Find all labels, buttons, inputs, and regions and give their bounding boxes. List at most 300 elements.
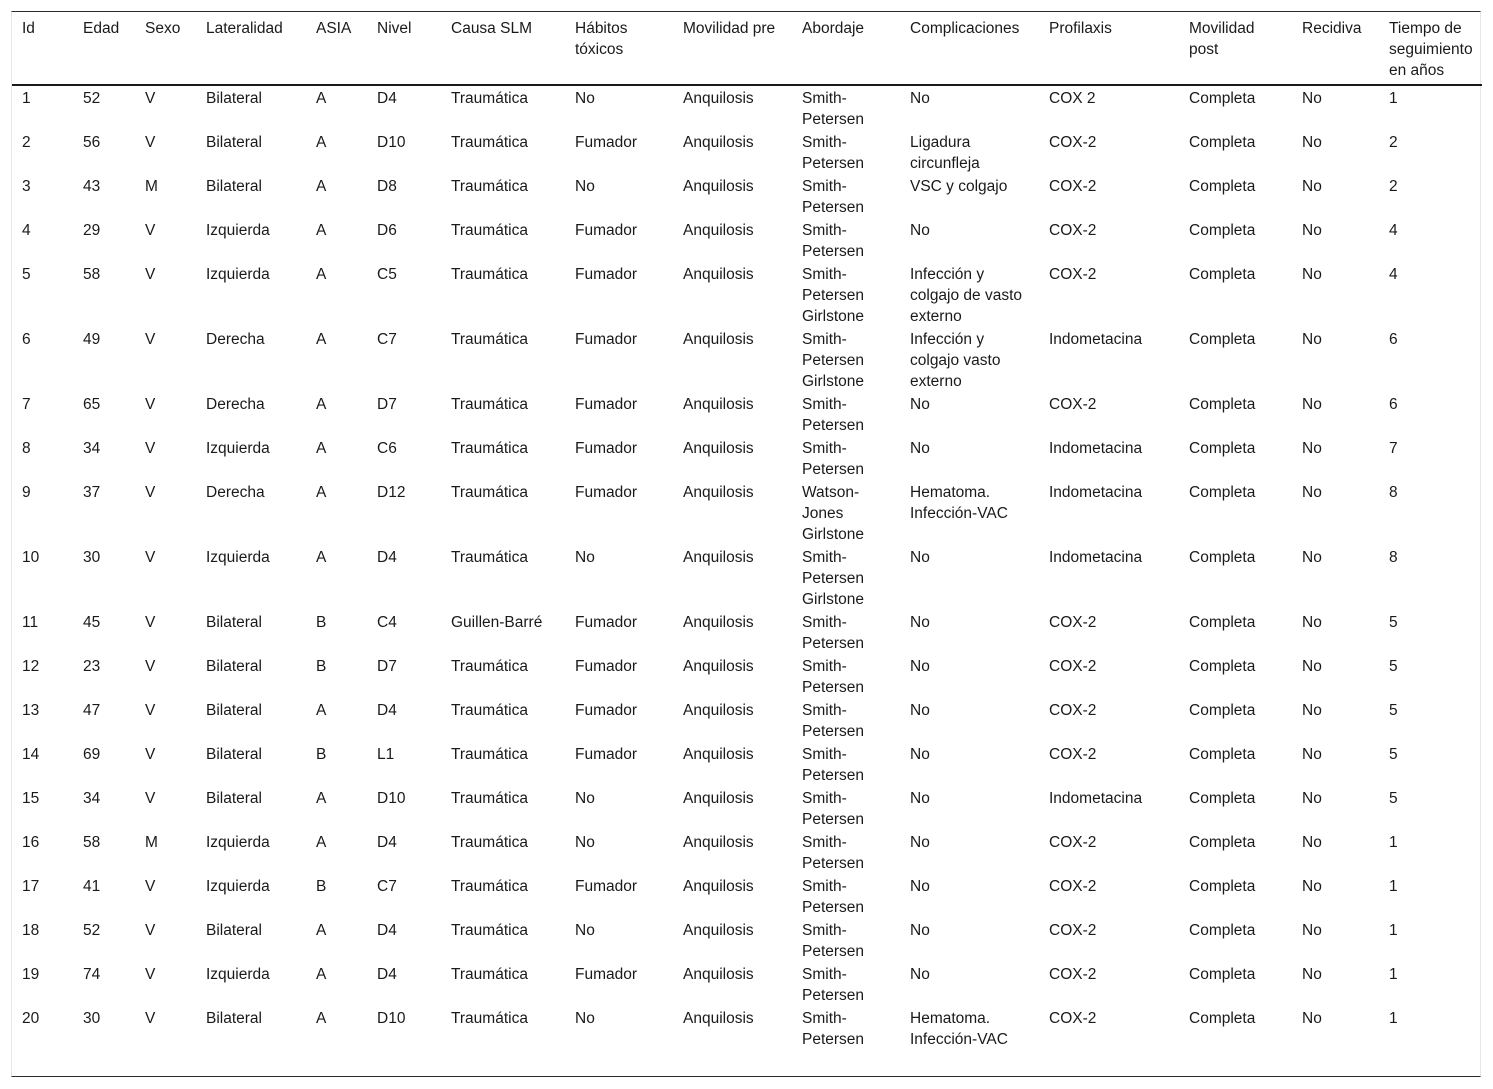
cell-recidiva: No xyxy=(1302,746,1322,763)
cell-lateralidad: Bilateral xyxy=(206,746,262,763)
cell-nivel: D10 xyxy=(377,1010,406,1027)
cell-recidiva: No xyxy=(1302,90,1322,107)
cell-tiempo-seguimiento: 1 xyxy=(1389,834,1398,851)
cell-asia: A xyxy=(316,834,327,851)
table-row xyxy=(12,698,1482,742)
cell-complicaciones: No xyxy=(910,790,930,807)
cell-sexo: V xyxy=(145,746,156,763)
cell-complicaciones: No xyxy=(910,549,930,566)
cell-movilidad-pre: Anquilosis xyxy=(683,614,754,631)
cell-lateralidad: Derecha xyxy=(206,396,265,413)
cell-complicaciones: VSC y colgajo xyxy=(910,178,1008,195)
table-row xyxy=(12,436,1482,480)
cell-sexo: V xyxy=(145,331,156,348)
cell-profilaxis: COX-2 xyxy=(1049,396,1097,413)
cell-asia: B xyxy=(316,746,327,763)
cell-movilidad-post: Completa xyxy=(1189,746,1256,763)
cell-edad: 58 xyxy=(83,266,101,283)
cell-movilidad-pre: Anquilosis xyxy=(683,878,754,895)
cell-lateralidad: Izquierda xyxy=(206,222,270,239)
cell-abordaje: Smith-Petersen Girlstone xyxy=(802,266,865,325)
cell-nivel: C7 xyxy=(377,878,397,895)
cell-lateralidad: Izquierda xyxy=(206,878,270,895)
cell-nivel: D4 xyxy=(377,966,397,983)
column-header-lateralidad: Lateralidad xyxy=(206,20,283,37)
cell-edad: 74 xyxy=(83,966,101,983)
column-header-abordaje: Abordaje xyxy=(802,20,865,37)
cell-causa-slm: Traumática xyxy=(451,746,528,763)
column-header-asia: ASIA xyxy=(316,20,352,37)
cell-movilidad-pre: Anquilosis xyxy=(683,922,754,939)
cell-movilidad-pre: Anquilosis xyxy=(683,702,754,719)
cell-profilaxis: Indometacina xyxy=(1049,484,1143,501)
cell-tiempo-seguimiento: 4 xyxy=(1389,222,1398,239)
cell-recidiva: No xyxy=(1302,834,1322,851)
cell-asia: B xyxy=(316,878,327,895)
cell-causa-slm: Traumática xyxy=(451,878,528,895)
cell-abordaje: Smith-Petersen xyxy=(802,746,865,784)
cell-recidiva: No xyxy=(1302,966,1322,983)
cell-recidiva: No xyxy=(1302,1010,1322,1027)
cell-sexo: V xyxy=(145,658,156,675)
cell-edad: 45 xyxy=(83,614,101,631)
cell-causa-slm: Guillen-Barré xyxy=(451,614,543,631)
cell-tiempo-seguimiento: 5 xyxy=(1389,790,1398,807)
cell-profilaxis: COX-2 xyxy=(1049,834,1097,851)
cell-abordaje: Watson-Jones Girlstone xyxy=(802,484,865,543)
cell-causa-slm: Traumática xyxy=(451,440,528,457)
cell-causa-slm: Traumática xyxy=(451,178,528,195)
cell-id: 19 xyxy=(22,966,40,983)
cell-movilidad-post: Completa xyxy=(1189,966,1256,983)
cell-tiempo-seguimiento: 5 xyxy=(1389,702,1398,719)
cell-lateralidad: Bilateral xyxy=(206,790,262,807)
cell-abordaje: Smith-Petersen xyxy=(802,922,865,960)
cell-lateralidad: Bilateral xyxy=(206,658,262,675)
cell-nivel: D7 xyxy=(377,658,397,675)
cell-causa-slm: Traumática xyxy=(451,331,528,348)
cell-id: 18 xyxy=(22,922,40,939)
cell-habitos-toxicos: Fumador xyxy=(575,396,638,413)
cell-habitos-toxicos: Fumador xyxy=(575,222,638,239)
cell-movilidad-pre: Anquilosis xyxy=(683,658,754,675)
cell-movilidad-pre: Anquilosis xyxy=(683,966,754,983)
cell-movilidad-post: Completa xyxy=(1189,790,1256,807)
cell-tiempo-seguimiento: 1 xyxy=(1389,966,1398,983)
cell-asia: A xyxy=(316,702,327,719)
cell-movilidad-pre: Anquilosis xyxy=(683,222,754,239)
cell-nivel: D8 xyxy=(377,178,397,195)
cell-movilidad-post: Completa xyxy=(1189,484,1256,501)
cell-nivel: C7 xyxy=(377,331,397,348)
cell-habitos-toxicos: Fumador xyxy=(575,331,638,348)
cell-tiempo-seguimiento: 7 xyxy=(1389,440,1398,457)
table-body xyxy=(12,85,1482,1071)
cell-lateralidad: Bilateral xyxy=(206,90,262,107)
cell-profilaxis: COX-2 xyxy=(1049,178,1097,195)
cell-movilidad-pre: Anquilosis xyxy=(683,484,754,501)
cell-edad: 34 xyxy=(83,790,101,807)
cell-causa-slm: Traumática xyxy=(451,134,528,151)
cell-lateralidad: Bilateral xyxy=(206,134,262,151)
cell-sexo: V xyxy=(145,790,156,807)
cell-sexo: V xyxy=(145,90,156,107)
cell-asia: A xyxy=(316,222,327,239)
cell-movilidad-post: Completa xyxy=(1189,878,1256,895)
cell-causa-slm: Traumática xyxy=(451,222,528,239)
cell-edad: 30 xyxy=(83,1010,101,1027)
cell-habitos-toxicos: Fumador xyxy=(575,702,638,719)
cell-profilaxis: Indometacina xyxy=(1049,440,1143,457)
cell-asia: A xyxy=(316,396,327,413)
cell-edad: 49 xyxy=(83,331,101,348)
column-header-causa-slm: Causa SLM xyxy=(451,20,532,37)
cell-nivel: D6 xyxy=(377,222,397,239)
table-row xyxy=(12,962,1482,1006)
cell-nivel: D4 xyxy=(377,834,397,851)
cell-asia: A xyxy=(316,440,327,457)
cell-complicaciones: No xyxy=(910,922,930,939)
cell-edad: 58 xyxy=(83,834,101,851)
table-row xyxy=(12,1006,1482,1071)
cell-lateralidad: Bilateral xyxy=(206,178,262,195)
cell-causa-slm: Traumática xyxy=(451,790,528,807)
cell-recidiva: No xyxy=(1302,331,1322,348)
cell-edad: 43 xyxy=(83,178,101,195)
cell-causa-slm: Traumática xyxy=(451,396,528,413)
cell-id: 20 xyxy=(22,1010,40,1027)
cell-profilaxis: COX-2 xyxy=(1049,134,1097,151)
cell-recidiva: No xyxy=(1302,396,1322,413)
cell-tiempo-seguimiento: 6 xyxy=(1389,396,1398,413)
column-header-movilidad-post: Movilidad post xyxy=(1189,20,1255,58)
cell-lateralidad: Izquierda xyxy=(206,834,270,851)
cell-tiempo-seguimiento: 8 xyxy=(1389,549,1398,566)
cell-sexo: V xyxy=(145,1010,156,1027)
cell-id: 14 xyxy=(22,746,40,763)
cell-sexo: V xyxy=(145,549,156,566)
cell-habitos-toxicos: No xyxy=(575,1010,595,1027)
cell-movilidad-post: Completa xyxy=(1189,658,1256,675)
column-header-nivel: Nivel xyxy=(377,20,412,37)
cell-recidiva: No xyxy=(1302,549,1322,566)
cell-asia: A xyxy=(316,90,327,107)
cell-complicaciones: No xyxy=(910,702,930,719)
column-header-id: Id xyxy=(22,20,35,37)
cell-habitos-toxicos: Fumador xyxy=(575,440,638,457)
cell-nivel: D4 xyxy=(377,90,397,107)
cell-recidiva: No xyxy=(1302,790,1322,807)
table-row xyxy=(12,130,1482,174)
cell-movilidad-pre: Anquilosis xyxy=(683,266,754,283)
cell-movilidad-post: Completa xyxy=(1189,396,1256,413)
cell-complicaciones: Hematoma. Infección-VAC xyxy=(910,484,1008,522)
table-header xyxy=(12,12,1482,85)
cell-habitos-toxicos: No xyxy=(575,790,595,807)
cell-movilidad-post: Completa xyxy=(1189,440,1256,457)
column-header-sexo: Sexo xyxy=(145,20,181,37)
cell-id: 3 xyxy=(22,178,31,195)
cell-id: 8 xyxy=(22,440,31,457)
cell-habitos-toxicos: Fumador xyxy=(575,484,638,501)
column-header-movilidad-pre: Movilidad pre xyxy=(683,20,776,37)
cell-habitos-toxicos: No xyxy=(575,178,595,195)
cell-movilidad-post: Completa xyxy=(1189,90,1256,107)
column-header-habitos-toxicos: Hábitos tóxicos xyxy=(575,20,628,58)
cell-tiempo-seguimiento: 1 xyxy=(1389,1010,1398,1027)
cell-complicaciones: No xyxy=(910,658,930,675)
cell-profilaxis: COX-2 xyxy=(1049,222,1097,239)
cell-complicaciones: No xyxy=(910,222,930,239)
cell-abordaje: Smith-Petersen xyxy=(802,878,865,916)
cell-edad: 29 xyxy=(83,222,101,239)
cell-asia: A xyxy=(316,266,327,283)
cell-abordaje: Smith-Petersen xyxy=(802,440,865,478)
cell-id: 9 xyxy=(22,484,31,501)
cell-profilaxis: Indometacina xyxy=(1049,331,1143,348)
cell-asia: A xyxy=(316,790,327,807)
cell-complicaciones: Hematoma. Infección-VAC xyxy=(910,1010,1008,1048)
cell-asia: A xyxy=(316,178,327,195)
cell-recidiva: No xyxy=(1302,222,1322,239)
column-header-recidiva: Recidiva xyxy=(1302,20,1362,37)
table-row xyxy=(12,392,1482,436)
cell-nivel: D10 xyxy=(377,134,406,151)
cell-tiempo-seguimiento: 6 xyxy=(1389,331,1398,348)
cell-profilaxis: COX-2 xyxy=(1049,702,1097,719)
cell-movilidad-post: Completa xyxy=(1189,702,1256,719)
table-row xyxy=(12,85,1482,130)
cell-id: 6 xyxy=(22,331,31,348)
cell-edad: 30 xyxy=(83,549,101,566)
cell-edad: 69 xyxy=(83,746,101,763)
cell-habitos-toxicos: No xyxy=(575,834,595,851)
cell-profilaxis: COX-2 xyxy=(1049,266,1097,283)
cell-habitos-toxicos: Fumador xyxy=(575,878,638,895)
cell-recidiva: No xyxy=(1302,484,1322,501)
table-row xyxy=(12,480,1482,545)
cell-lateralidad: Bilateral xyxy=(206,1010,262,1027)
cell-complicaciones: No xyxy=(910,746,930,763)
cell-edad: 34 xyxy=(83,440,101,457)
cell-asia: A xyxy=(316,966,327,983)
cell-recidiva: No xyxy=(1302,878,1322,895)
cell-causa-slm: Traumática xyxy=(451,1010,528,1027)
cell-abordaje: Smith-Petersen xyxy=(802,790,865,828)
cell-movilidad-pre: Anquilosis xyxy=(683,331,754,348)
cell-causa-slm: Traumática xyxy=(451,266,528,283)
table-row xyxy=(12,174,1482,218)
cell-habitos-toxicos: Fumador xyxy=(575,614,638,631)
cell-movilidad-post: Completa xyxy=(1189,1010,1256,1027)
cell-sexo: V xyxy=(145,614,156,631)
cell-movilidad-pre: Anquilosis xyxy=(683,90,754,107)
cell-profilaxis: Indometacina xyxy=(1049,549,1143,566)
cell-complicaciones: No xyxy=(910,440,930,457)
table-row xyxy=(12,830,1482,874)
cell-movilidad-post: Completa xyxy=(1189,549,1256,566)
cell-movilidad-pre: Anquilosis xyxy=(683,1010,754,1027)
cell-movilidad-post: Completa xyxy=(1189,922,1256,939)
header-row xyxy=(12,12,1482,85)
cell-profilaxis: COX-2 xyxy=(1049,658,1097,675)
cell-nivel: D4 xyxy=(377,549,397,566)
cell-edad: 37 xyxy=(83,484,101,501)
cell-causa-slm: Traumática xyxy=(451,922,528,939)
table-row xyxy=(12,327,1482,392)
cell-abordaje: Smith-Petersen Girlstone xyxy=(802,331,865,390)
cell-asia: A xyxy=(316,549,327,566)
cell-lateralidad: Derecha xyxy=(206,331,265,348)
cell-recidiva: No xyxy=(1302,922,1322,939)
cell-movilidad-pre: Anquilosis xyxy=(683,790,754,807)
cell-lateralidad: Izquierda xyxy=(206,966,270,983)
cell-tiempo-seguimiento: 1 xyxy=(1389,90,1398,107)
cell-id: 1 xyxy=(22,90,31,107)
cell-nivel: C6 xyxy=(377,440,397,457)
table-row xyxy=(12,654,1482,698)
cell-complicaciones: Infección y colgajo vasto externo xyxy=(910,331,1001,390)
cell-tiempo-seguimiento: 5 xyxy=(1389,658,1398,675)
cell-profilaxis: COX-2 xyxy=(1049,746,1097,763)
cell-recidiva: No xyxy=(1302,440,1322,457)
table-row xyxy=(12,786,1482,830)
cell-nivel: D4 xyxy=(377,922,397,939)
cell-lateralidad: Bilateral xyxy=(206,614,262,631)
cell-movilidad-pre: Anquilosis xyxy=(683,746,754,763)
cell-asia: B xyxy=(316,658,327,675)
cell-abordaje: Smith-Petersen xyxy=(802,90,865,128)
cell-movilidad-post: Completa xyxy=(1189,222,1256,239)
cell-id: 12 xyxy=(22,658,40,675)
cell-tiempo-seguimiento: 2 xyxy=(1389,134,1398,151)
cell-sexo: M xyxy=(145,178,158,195)
cell-complicaciones: Ligadura circunfleja xyxy=(910,134,980,172)
cell-sexo: V xyxy=(145,134,156,151)
cell-movilidad-post: Completa xyxy=(1189,834,1256,851)
cell-profilaxis: COX-2 xyxy=(1049,878,1097,895)
cell-habitos-toxicos: Fumador xyxy=(575,966,638,983)
cell-id: 15 xyxy=(22,790,40,807)
cell-lateralidad: Izquierda xyxy=(206,266,270,283)
cell-id: 11 xyxy=(22,614,39,631)
cell-id: 16 xyxy=(22,834,40,851)
cell-habitos-toxicos: No xyxy=(575,549,595,566)
cell-habitos-toxicos: No xyxy=(575,922,595,939)
cell-id: 10 xyxy=(22,549,40,566)
cell-sexo: V xyxy=(145,266,156,283)
table-row xyxy=(12,742,1482,786)
cell-abordaje: Smith-Petersen xyxy=(802,702,865,740)
cell-profilaxis: Indometacina xyxy=(1049,790,1143,807)
cell-abordaje: Smith-Petersen Girlstone xyxy=(802,549,865,608)
cell-nivel: D12 xyxy=(377,484,406,501)
cell-lateralidad: Derecha xyxy=(206,484,265,501)
cell-edad: 52 xyxy=(83,90,101,107)
cell-habitos-toxicos: Fumador xyxy=(575,266,638,283)
cell-sexo: V xyxy=(145,966,156,983)
patients-table xyxy=(12,12,1482,1071)
cell-profilaxis: COX-2 xyxy=(1049,614,1097,631)
cell-lateralidad: Izquierda xyxy=(206,440,270,457)
cell-causa-slm: Traumática xyxy=(451,658,528,675)
cell-edad: 52 xyxy=(83,922,101,939)
cell-recidiva: No xyxy=(1302,614,1322,631)
cell-profilaxis: COX 2 xyxy=(1049,90,1096,107)
cell-asia: A xyxy=(316,331,327,348)
cell-profilaxis: COX-2 xyxy=(1049,1010,1097,1027)
cell-sexo: V xyxy=(145,922,156,939)
cell-asia: A xyxy=(316,1010,327,1027)
cell-complicaciones: No xyxy=(910,396,930,413)
cell-recidiva: No xyxy=(1302,266,1322,283)
cell-sexo: V xyxy=(145,222,156,239)
cell-sexo: V xyxy=(145,878,156,895)
cell-id: 13 xyxy=(22,702,40,719)
cell-nivel: C4 xyxy=(377,614,397,631)
cell-movilidad-post: Completa xyxy=(1189,266,1256,283)
cell-habitos-toxicos: Fumador xyxy=(575,746,638,763)
cell-nivel: D7 xyxy=(377,396,397,413)
cell-movilidad-post: Completa xyxy=(1189,331,1256,348)
cell-complicaciones: No xyxy=(910,966,930,983)
cell-causa-slm: Traumática xyxy=(451,966,528,983)
cell-asia: A xyxy=(316,134,327,151)
cell-abordaje: Smith-Petersen xyxy=(802,134,865,172)
cell-edad: 41 xyxy=(83,878,101,895)
cell-causa-slm: Traumática xyxy=(451,834,528,851)
cell-id: 17 xyxy=(22,878,40,895)
cell-id: 7 xyxy=(22,396,31,413)
cell-sexo: V xyxy=(145,440,156,457)
cell-movilidad-pre: Anquilosis xyxy=(683,440,754,457)
cell-habitos-toxicos: Fumador xyxy=(575,658,638,675)
cell-edad: 56 xyxy=(83,134,101,151)
cell-abordaje: Smith-Petersen xyxy=(802,658,865,696)
cell-movilidad-pre: Anquilosis xyxy=(683,134,754,151)
cell-lateralidad: Bilateral xyxy=(206,922,262,939)
cell-nivel: D4 xyxy=(377,702,397,719)
cell-abordaje: Smith-Petersen xyxy=(802,1010,865,1048)
cell-asia: A xyxy=(316,484,327,501)
cell-tiempo-seguimiento: 2 xyxy=(1389,178,1398,195)
cell-nivel: L1 xyxy=(377,746,395,763)
table-row xyxy=(12,918,1482,962)
cell-profilaxis: COX-2 xyxy=(1049,922,1097,939)
cell-sexo: V xyxy=(145,484,156,501)
cell-edad: 47 xyxy=(83,702,101,719)
cell-edad: 65 xyxy=(83,396,101,413)
cell-edad: 23 xyxy=(83,658,101,675)
column-header-edad: Edad xyxy=(83,20,120,37)
cell-tiempo-seguimiento: 1 xyxy=(1389,922,1398,939)
cell-id: 4 xyxy=(22,222,31,239)
cell-abordaje: Smith-Petersen xyxy=(802,834,865,872)
table-row xyxy=(12,874,1482,918)
cell-recidiva: No xyxy=(1302,702,1322,719)
cell-movilidad-post: Completa xyxy=(1189,134,1256,151)
cell-recidiva: No xyxy=(1302,178,1322,195)
table-frame xyxy=(11,11,1481,1077)
cell-abordaje: Smith-Petersen xyxy=(802,178,865,216)
column-header-tiempo-seguimiento: Tiempo de seguimiento en años xyxy=(1389,20,1473,79)
table-row xyxy=(12,545,1482,610)
cell-complicaciones: No xyxy=(910,878,930,895)
cell-sexo: V xyxy=(145,396,156,413)
cell-nivel: D10 xyxy=(377,790,406,807)
cell-recidiva: No xyxy=(1302,658,1322,675)
column-header-complicaciones: Complicaciones xyxy=(910,20,1020,37)
